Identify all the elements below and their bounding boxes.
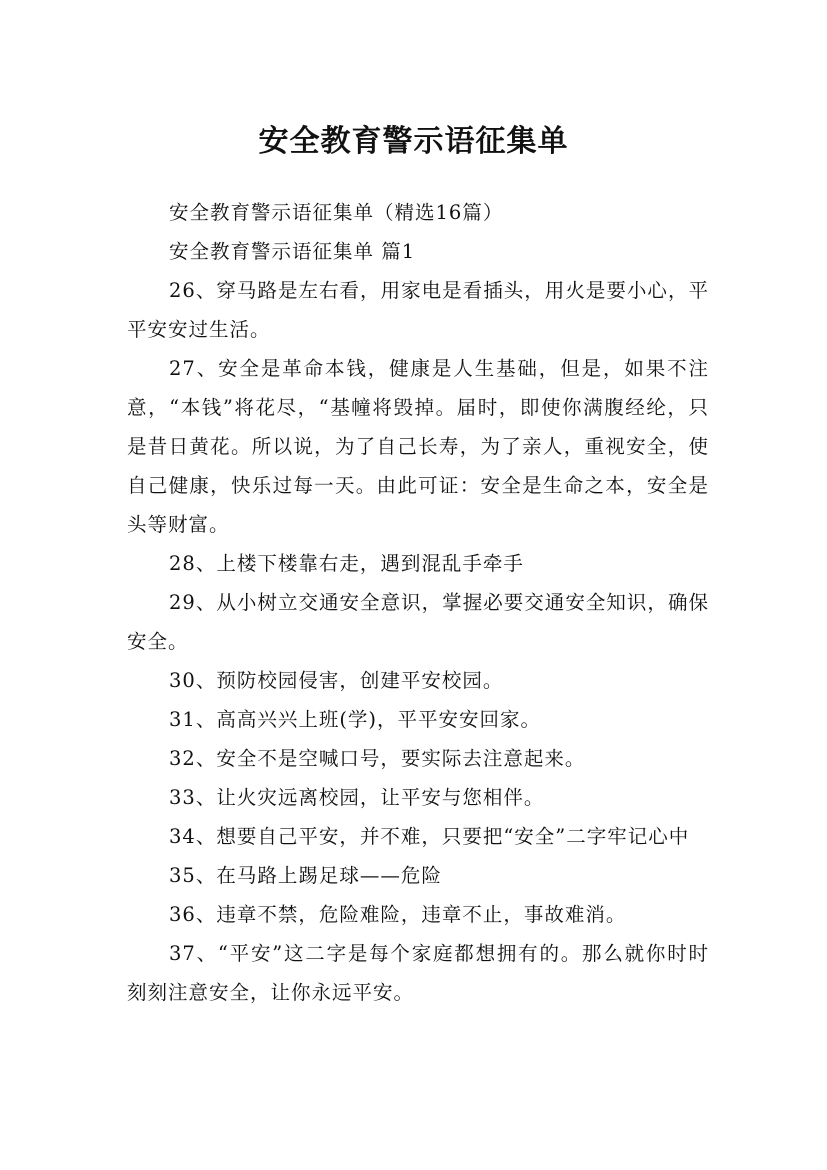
paragraph-item-26: 26、穿马路是左右看，用家电是看插头，用火是要小心，平平安安过生活。 <box>127 279 709 341</box>
paragraph-item-35: 35、在马路上踢足球——危险 <box>169 864 442 887</box>
paragraph-item-36: 36、违章不禁，危险难险，违章不止，事故难消。 <box>169 903 627 926</box>
paragraph-item-31: 31、高高兴兴上班(学)，平平安安回家。 <box>169 708 542 731</box>
paragraph-item-30: 30、预防校园侵害，创建平安校园。 <box>169 669 504 692</box>
paragraph-section-heading: 安全教育警示语征集单 篇1 <box>169 240 416 263</box>
document-title: 安全教育警示语征集单 <box>258 124 569 160</box>
paragraph-item-32: 32、安全不是空喊口号，要实际去注意起来。 <box>169 747 586 770</box>
paragraph-item-34: 34、想要自己平安，并不难，只要把“安全”二字牢记心中 <box>169 825 690 848</box>
paragraph-item-29: 29、从小树立交通安全意识，掌握必要交通安全知识，确保安全。 <box>127 591 709 653</box>
paragraph-item-37: 37、“平安”这二字是每个家庭都想拥有的。那么就你时时刻刻注意安全，让你永远平安。 <box>127 942 709 1004</box>
paragraph-item-28: 28、上楼下楼靠右走，遇到混乱手牵手 <box>169 552 524 575</box>
paragraph-item-33: 33、让火灾远离校园，让平安与您相伴。 <box>169 786 545 809</box>
document-body <box>127 193 709 1012</box>
paragraph-subtitle: 安全教育警示语征集单（精选16篇） <box>169 201 504 224</box>
paragraph-item-27: 27、安全是革命本钱，健康是人生基础，但是，如果不注意，“本钱”将花尽，“基幢将毁掉。届时，即使你满腹经纶，只是昔日黄花。所以说，为了自己长寿，为了亲人，重视安全，使自己健康，快乐过每一天。由此可证：安全是生命之本，安全是头等财富。 <box>127 357 709 536</box>
